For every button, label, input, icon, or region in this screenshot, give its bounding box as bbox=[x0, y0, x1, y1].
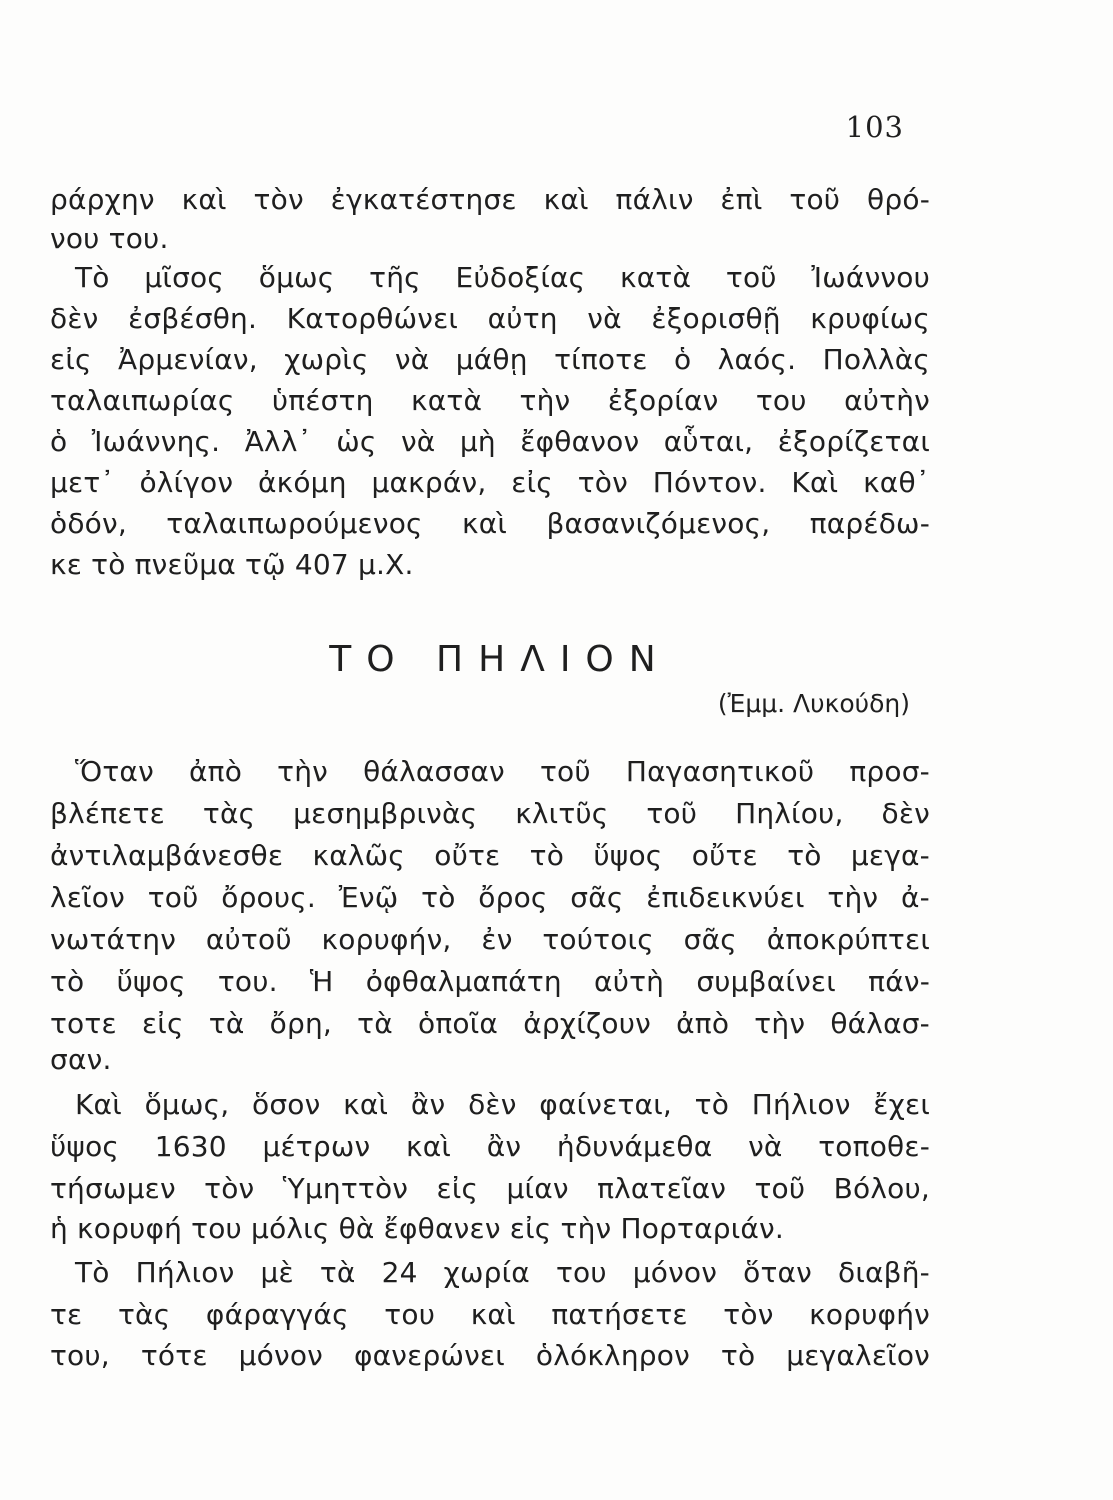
text-line: ὁ Ἰωάννης. Ἀλλ᾽ ὡς νὰ μὴ ἔφθανον αὗται, ἐξορίζεται bbox=[50, 425, 930, 458]
text-line: σαν. bbox=[50, 1043, 112, 1076]
text-line: εἰς Ἀρμενίαν, χωρὶς νὰ μάθῃ τίποτε ὁ λαός. Πολλὰς bbox=[50, 343, 930, 376]
text-line: τήσωμεν τὸν Ὑμηττὸν εἰς μίαν πλατεῖαν τοῦ Βόλου, bbox=[50, 1172, 930, 1205]
text-line: λεῖον τοῦ ὄρους. Ἐνῷ τὸ ὄρος σᾶς ἐπιδεικνύει τὴν ἀ- bbox=[50, 881, 930, 914]
section-title: ΤΟ ΠΗΛΙΟΝ bbox=[329, 639, 671, 680]
text-line: τε τὰς φάραγγάς του καὶ πατήσετε τὸν κορυφήν bbox=[50, 1298, 930, 1331]
text-line: ἡ κορυφή του μόλις θὰ ἔφθανεν εἰς τὴν Πορταριάν. bbox=[50, 1212, 784, 1245]
text-line: βλέπετε τὰς μεσημβρινὰς κλιτῦς τοῦ Πηλίου, δὲν bbox=[50, 797, 930, 830]
section-attribution: (Ἐμμ. Λυκούδη) bbox=[717, 689, 910, 718]
text-line: τὸ ὕψος του. Ἡ ὀφθαλμαπάτη αὐτὴ συμβαίνει πάν- bbox=[50, 965, 930, 998]
text-line: ὕψος 1630 μέτρων καὶ ἂν ἠδυνάμεθα νὰ τοποθε- bbox=[50, 1130, 930, 1163]
text-line: του, τότε μόνον φανερώνει ὁλόκληρον τὸ μεγαλεῖον bbox=[50, 1339, 930, 1372]
text-line: κε τὸ πνεῦμα τῷ 407 μ.Χ. bbox=[50, 548, 414, 581]
text-line: Ὅταν ἀπὸ τὴν θάλασσαν τοῦ Παγασητικοῦ προσ- bbox=[75, 755, 930, 788]
text-line: τοτε εἰς τὰ ὄρη, τὰ ὁποῖα ἀρχίζουν ἀπὸ τὴν θάλασ- bbox=[50, 1007, 930, 1040]
text-line: Καὶ ὅμως, ὅσον καὶ ἂν δὲν φαίνεται, τὸ Πήλιον ἔχει bbox=[75, 1088, 930, 1121]
page-number: 103 bbox=[845, 110, 904, 144]
text-line: ὁδόν, ταλαιπωρούμενος καὶ βασανιζόμενος, παρέδω- bbox=[50, 507, 930, 540]
text-line: νου του. bbox=[50, 222, 169, 255]
text-line: ἀντιλαμβάνεσθε καλῶς οὔτε τὸ ὕψος οὔτε τὸ μεγα- bbox=[50, 839, 930, 872]
text-line: Τὸ μῖσος ὅμως τῆς Εὐδοξίας κατὰ τοῦ Ἰωάννου bbox=[75, 261, 930, 294]
text-line: Τὸ Πήλιον μὲ τὰ 24 χωρία του μόνον ὅταν διαβῆ- bbox=[75, 1256, 930, 1289]
text-line: ράρχην καὶ τὸν ἐγκατέστησε καὶ πάλιν ἐπὶ τοῦ θρό- bbox=[50, 183, 930, 216]
text-line: δὲν ἐσβέσθη. Κατορθώνει αὐτη νὰ ἐξορισθῇ κρυφίως bbox=[50, 302, 930, 335]
text-line: νωτάτην αὐτοῦ κορυφήν, ἐν τούτοις σᾶς ἀποκρύπτει bbox=[50, 923, 930, 956]
text-line: μετ᾽ ὀλίγον ἀκόμη μακράν, εἰς τὸν Πόντον. Καὶ καθ᾽ bbox=[50, 466, 930, 499]
text-line: ταλαιπωρίας ὑπέστη κατὰ τὴν ἐξορίαν του αὐτὴν bbox=[50, 384, 930, 417]
